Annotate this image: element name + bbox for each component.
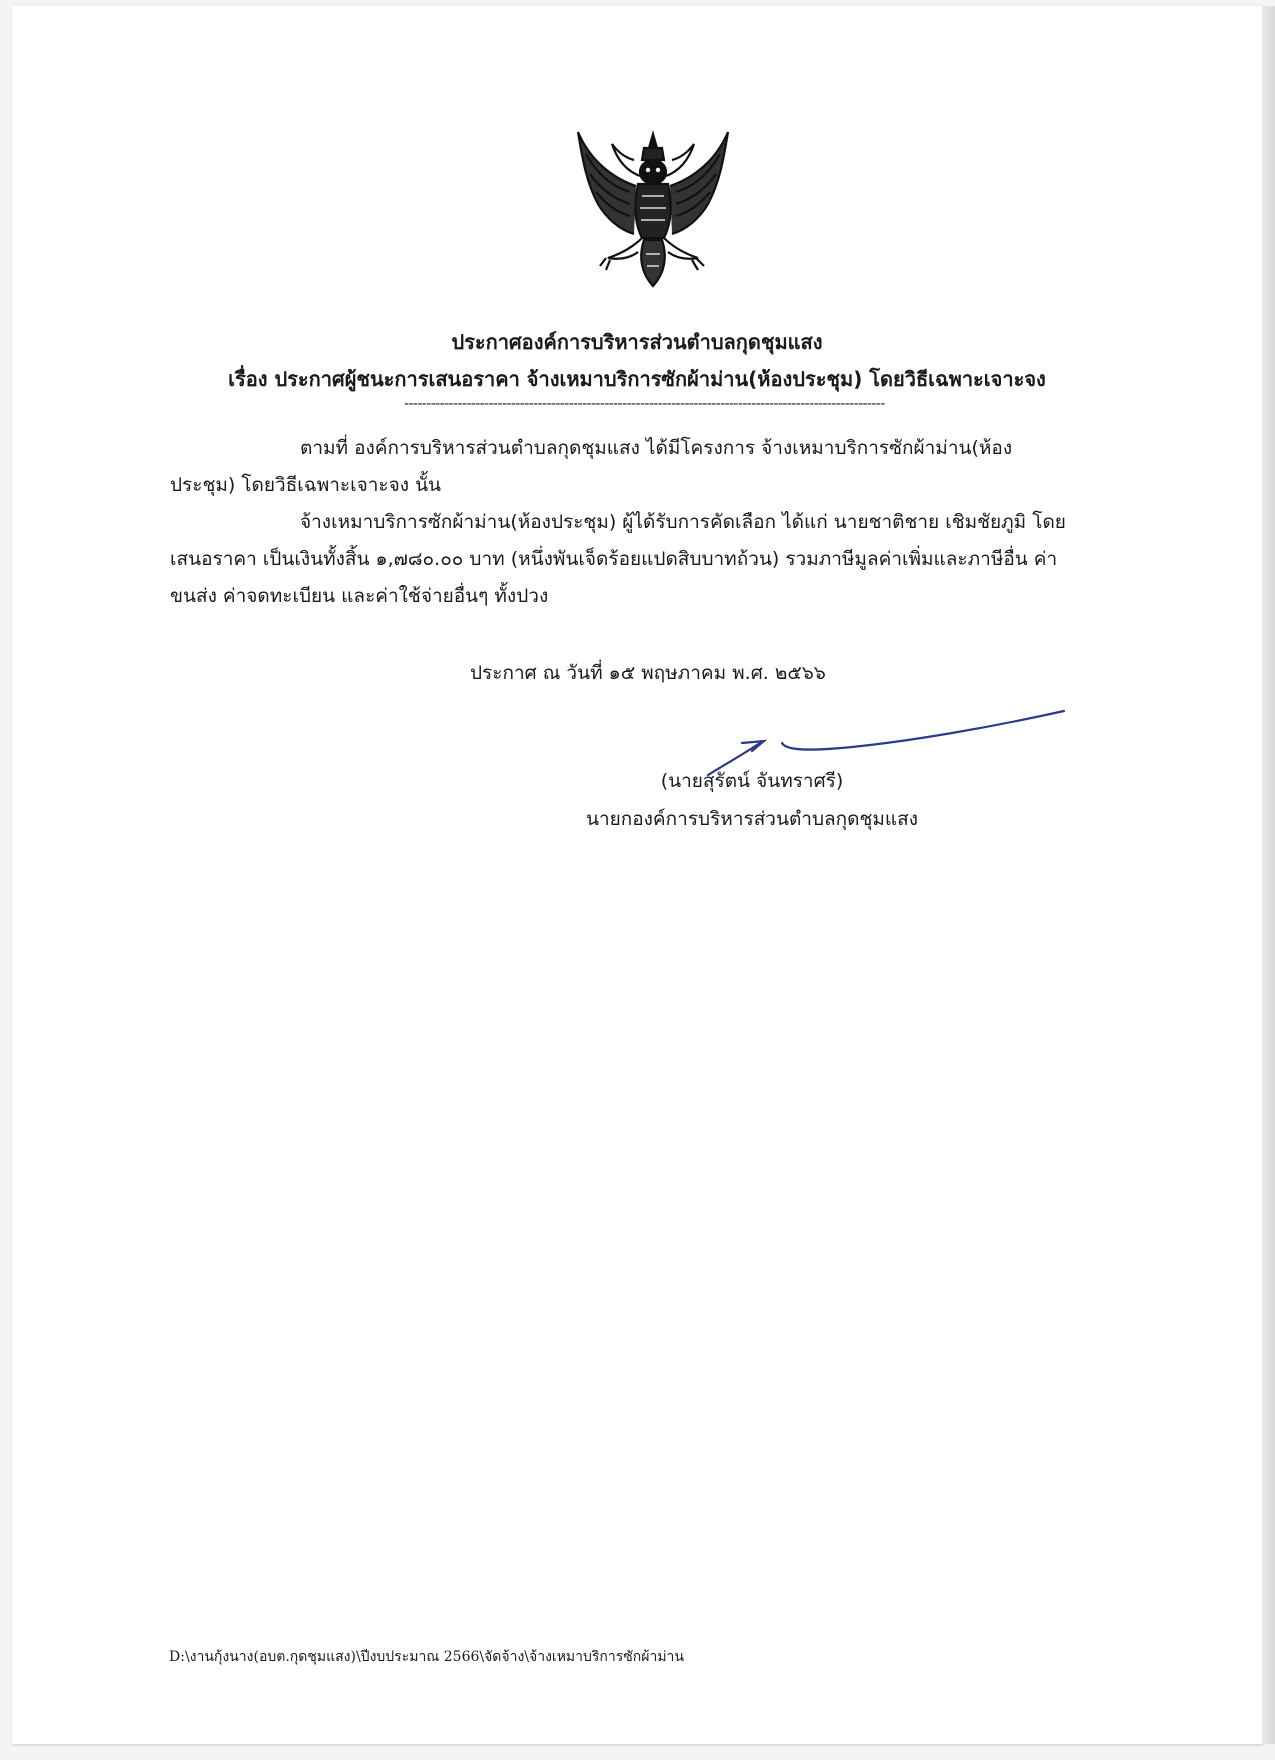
announcement-date: ประกาศ ณ วันที่ ๑๕ พฤษภาคม พ.ศ. ๒๕๖๖ [470, 662, 826, 684]
document-page [12, 6, 1262, 1744]
paragraph-1-line-1: ตามที่ องค์การบริหารส่วนตำบลกุดชุมแสง ได้มีโครงการ จ้างเหมาบริการซักผ้าม่าน(ห้อง [300, 437, 1013, 459]
signer-name: (นายสุรัตน์ จันทราศรี) [660, 770, 844, 792]
body-text [170, 430, 1155, 615]
file-path-footer: D:\งานกุ้งนาง(อบต.กุดชุมแสง)\ปีงบประมาณ 2566\จัดจ้าง\จ้างเหมาบริการซักผ้าม่าน [169, 1649, 684, 1665]
paragraph-1-line-2: ประชุม) โดยวิธีเฉพาะเจาะจง นั้น [170, 474, 442, 496]
page-edge [1262, 6, 1275, 1744]
paragraph-2-line-1: จ้างเหมาบริการซักผ้าม่าน(ห้องประชุม) ผู้ได้รับการคัดเลือก ได้แก่ นายชาติชาย เชิมชัยภูมิ โดย [300, 511, 1066, 533]
document-subject: เรื่อง ประกาศผู้ชนะการเสนอราคา จ้างเหมาบริการซักผ้าม่าน(ห้องประชุม) โดยวิธีเฉพาะเจาะจง [228, 367, 1046, 391]
separator-line: ------------------------------------------------------------------------------------------------------------ [404, 396, 885, 412]
paragraph-2-line-2: เสนอราคา เป็นเงินทั้งสิ้น ๑,๗๘๐.๐๐ บาท (หนึ่งพันเจ็ดร้อยแปดสิบบาทถ้วน) รวมภาษีมูลค่าเพิ่มและภาษีอื่น ค่า [170, 548, 1058, 570]
title-block [12, 324, 1262, 398]
garuda-emblem-icon [572, 126, 734, 292]
signer-position: นายกองค์การบริหารส่วนตำบลกุดชุมแสง [585, 808, 919, 830]
signer-block [532, 762, 972, 838]
document-title: ประกาศองค์การบริหารส่วนตำบลกุดชุมแสง [451, 330, 823, 354]
paragraph-2-line-3: ขนส่ง ค่าจดทะเบียน และค่าใช้จ่ายอื่นๆ ทั้งปวง [170, 585, 549, 607]
